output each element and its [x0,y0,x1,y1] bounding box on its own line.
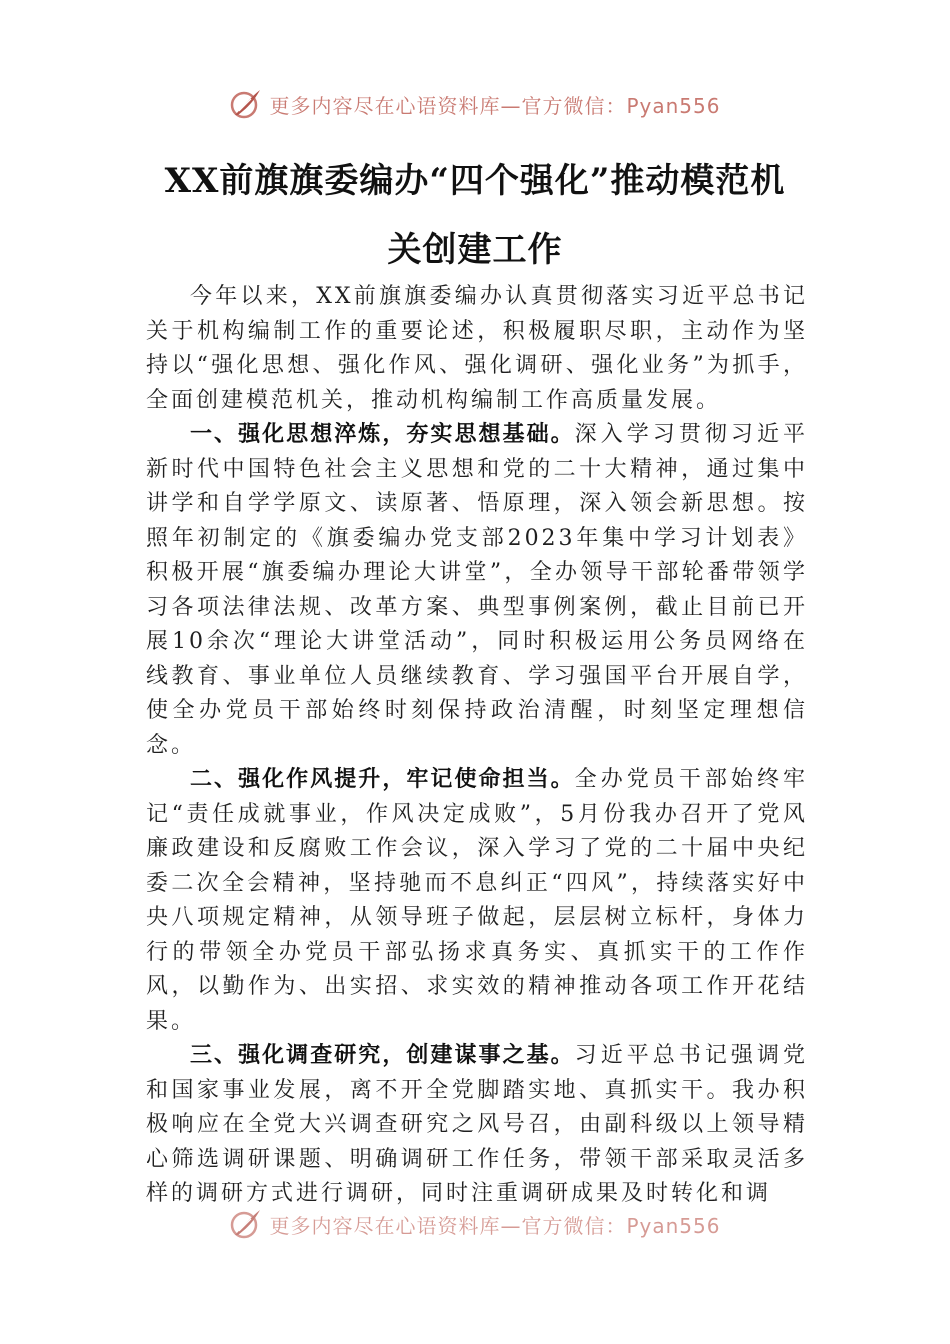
intro-paragraph: 今年以来，XX前旗旗委编办认真贯彻落实习近平总书记关于机构编制工作的重要论述，积极履职尽职，主动作为坚持以“强化思想、强化作风、强化调研、强化业务”为抓手，全面创建模范机关，推动机构编制工作高质量发展。 [146,284,808,413]
quill-logo-icon [229,1207,263,1241]
section-heading-2: 二、强化作风提升，牢记使命担当。 [190,767,575,792]
section-heading-1: 一、强化思想淬炼，夯实思想基础。 [190,422,575,447]
quill-logo-icon [229,87,263,121]
section-paragraph-3 [146,1039,808,1212]
section-body-1: 深入学习贯彻习近平新时代中国特色社会主义思想和党的二十大精神，通过集中讲学和自学学原文、读原著、悟原理，深入领会新思想。按照年初制定的《旗委编办党支部2023年集中学习计划表》积极开展“旗委编办理论大讲堂”，全办领导干部轮番带领学习各项法律法规、改革方案、典型事例案例，截止目前已开展10余次“理论大讲堂活动”，同时积极运用公务员网络在线教育、事业单位人员继续教育、学习强国平台开展自学，使全办党员干部始终时刻保持政治清醒，时刻坚定理想信念。 [146,422,808,758]
document-title-line1: XX前旗旗委编办“四个强化”推动模范机 [164,161,786,201]
document-body [146,280,808,1218]
section-body-2: 全办党员干部始终牢记“责任成就事业，作风决定成败”，5月份我办召开了党风廉政建设和反腐败工作会议，深入学习了党的二十届中央纪委二次全会精神，坚持驰而不息纠正“四风”，持续落实好中央八项规定精神，从领导班子做起，层层树立标杆，身体力行的带领全办党员干部弘扬求真务实、真抓实干的工作作风，以勤作为、出实招、求实效的精神推动各项工作开花结果。 [146,767,808,1034]
section-paragraph-1 [146,418,808,763]
watermark-text: 更多内容尽在心语资料库—官方微信：Pyan556 [269,93,721,118]
section-paragraph-2 [146,763,808,1039]
section-body-3: 习近平总书记强调党和国家事业发展，离不开全党脚踏实地、真抓实干。我办积极响应在全党大兴调查研究之风号召，由副科级以上领导精心筛选调研课题、明确调研工作任务，带领干部采取灵活多样的调研方式进行调研，同时注重调研成果及时转化和调 [146,1043,808,1206]
watermark-header [0,84,950,124]
section-heading-3: 三、强化调查研究，创建谋事之基。 [190,1043,575,1068]
document-title-line2: 关创建工作 [387,230,563,270]
watermark-text-footer: 更多内容尽在心语资料库—官方微信：Pyan556 [269,1213,721,1238]
watermark-footer [0,1204,950,1244]
